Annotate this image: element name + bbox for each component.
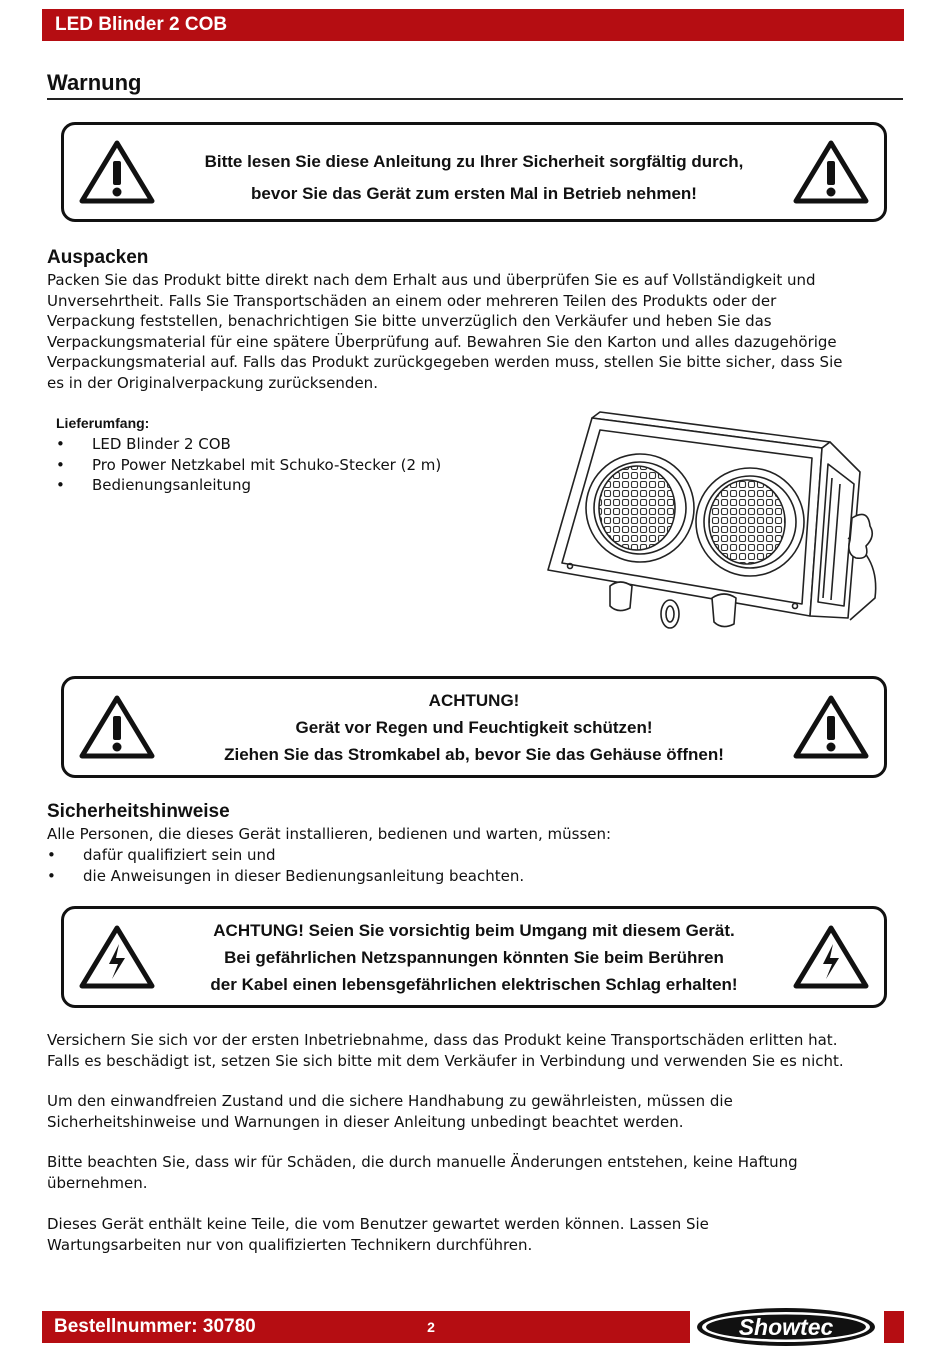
bullet: • [47, 866, 56, 885]
warning-line: Ziehen Sie das Stromkabel ab, bevor Sie das Gehäuse öffnen! [224, 745, 724, 764]
paragraph-transport-damage [47, 1030, 907, 1071]
text-line: Bitte beachten Sie, dass wir für Schäden, die durch manuelle Änderungen entstehen, keine Haftung [47, 1153, 798, 1171]
text-line: Um den einwandfreien Zustand und die sichere Handhabung zu gewährleisten, müssen die [47, 1092, 733, 1110]
warning-line: ACHTUNG! Seien Sie vorsichtig beim Umgang mit diesem Gerät. [213, 921, 735, 940]
text-line: es in der Originalverpackung zurücksenden. [47, 373, 378, 392]
text-line: Wartungsarbeiten nur von qualifizierten Technikern durchführen. [47, 1235, 533, 1254]
list-item: • Bedienungsanleitung [56, 476, 251, 494]
text-line: übernehmen. [47, 1173, 148, 1192]
section-title: Warnung [47, 70, 903, 100]
warning-line: Bitte lesen Sie diese Anleitung zu Ihrer Sicherheit sorgfältig durch, [204, 152, 744, 171]
warning-line: Bei gefährlichen Netzspannungen könnten Sie beim Berühren [224, 948, 724, 967]
document-title: LED Blinder 2 COB [55, 14, 228, 35]
text-line: Dieses Gerät enthält keine Teile, die vom Benutzer gewartet werden können. Lassen Sie [47, 1215, 709, 1233]
safety-intro: Alle Personen, die dieses Gerät installieren, bedienen und warten, müssen: [47, 825, 612, 843]
led-blinder-fixture-illustration [540, 408, 890, 640]
bullet: • [56, 455, 65, 474]
scope-list [56, 434, 516, 496]
text-line: Verpackung feststellen, benachrichtigen Sie bitte unverzüglich den Verkäufer und heben Sie das [47, 312, 772, 330]
warning-box-moisture [61, 676, 887, 778]
text-line: Unversehrtheit. Falls Sie Transportschäden an einem oder mehreren Teilen des Produkts oder der [47, 291, 777, 310]
warning-line: Gerät vor Regen und Feuchtigkeit schützen! [295, 718, 653, 737]
warning-box-read-manual [61, 122, 887, 222]
text-line: Packen Sie das Produkt bitte direkt nach dem Erhalt aus und überprüfen Sie es auf Vollständigkeit und [47, 271, 816, 289]
bullet: • [56, 435, 65, 453]
header-bar [42, 9, 904, 41]
list-item: • die Anweisungen in dieser Bedienungsanleitung beachten. [47, 866, 525, 885]
footer-strip [884, 1311, 904, 1343]
warning-box-high-voltage [61, 906, 887, 1008]
showtec-logo [694, 1305, 878, 1349]
order-number: Bestellnummer: 30780 [54, 1316, 256, 1337]
paragraph-safe-handling [47, 1091, 907, 1132]
text-line: Sicherheitshinweise und Warnungen in dieser Anleitung unbedingt beachtet werden. [47, 1112, 684, 1131]
paragraph-liability [47, 1152, 907, 1193]
unpacking-paragraph [47, 270, 907, 393]
unpacking-heading: Auspacken [47, 247, 149, 268]
list-item: • LED Blinder 2 COB [56, 435, 231, 453]
exclamation-triangle-icon [78, 139, 156, 205]
safety-heading: Sicherheitshinweise [47, 801, 230, 822]
scope-heading: Lieferumfang: [56, 415, 150, 431]
exclamation-triangle-icon [792, 694, 870, 760]
bullet: • [56, 476, 65, 494]
text-line: Verpackungsmaterial für eine spätere Überprüfung auf. Bewahren Sie den Karton und alles dazugehörige [47, 332, 837, 351]
exclamation-triangle-icon [792, 139, 870, 205]
warning-line: bevor Sie das Gerät zum ersten Mal in Betrieb nehmen! [251, 184, 697, 203]
footer-bar [42, 1311, 690, 1343]
paragraph-maintenance [47, 1214, 907, 1255]
warning-line: der Kabel einen lebensgefährlichen elektrischen Schlag erhalten! [210, 975, 738, 994]
list-item: • Pro Power Netzkabel mit Schuko-Stecker (2 m) [56, 455, 442, 474]
list-item: • dafür qualifiziert sein und [47, 846, 276, 864]
page-number: 2 [427, 1319, 435, 1335]
warning-line: ACHTUNG! [428, 691, 520, 710]
high-voltage-triangle-icon [792, 924, 870, 990]
exclamation-triangle-icon [78, 694, 156, 760]
text-line: Falls es beschädigt ist, setzen Sie sich bitte mit dem Verkäufer in Verbindung und verwenden Sie es nicht. [47, 1051, 844, 1070]
high-voltage-triangle-icon [78, 924, 156, 990]
text-line: Versichern Sie sich vor der ersten Inbetriebnahme, dass das Produkt keine Transportschäden erlitten hat. [47, 1031, 838, 1049]
safety-list [47, 845, 907, 886]
logo-text: Showtec [738, 1314, 834, 1340]
text-line: Verpackungsmaterial auf. Falls das Produkt zurückgegeben werden muss, stellen Sie bitte sicher, dass Sie [47, 353, 843, 371]
bullet: • [47, 846, 56, 864]
